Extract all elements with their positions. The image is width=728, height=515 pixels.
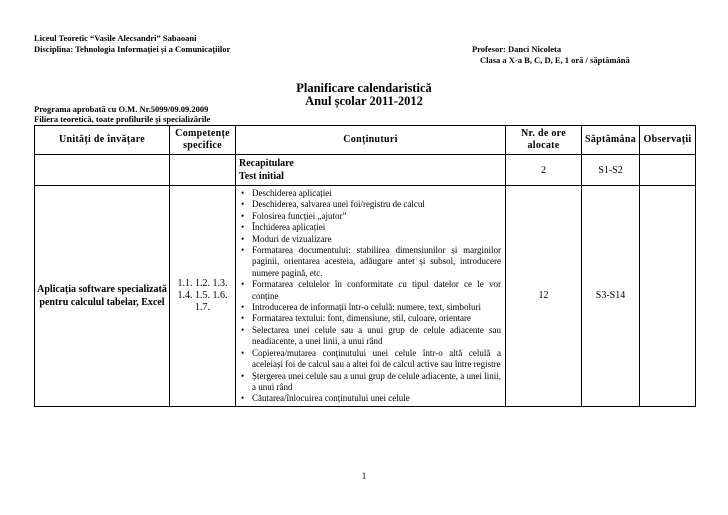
bullet-icon: •	[241, 302, 245, 313]
list-item-text: Deschiderea, salvarea unei foi/registru de calcul	[252, 199, 425, 210]
list-item-text: Copierea/mutarea conținutului unei celule într-o altă celulă a aceleiași foi de calcul sau a altei foi de calcul active sau între registre	[252, 347, 501, 370]
content-list	[236, 186, 505, 406]
table-row	[35, 155, 696, 186]
column-header-week: Săptămâna	[582, 126, 640, 155]
list-item-text: Căutarea/înlocuirea conținutului unei celule	[252, 393, 410, 404]
list-item	[239, 199, 501, 210]
list-item-text: Introducerea de informații într-o celulă: numere, text, simboluri	[252, 302, 481, 313]
bullet-icon: •	[241, 324, 245, 335]
unit-cell	[35, 186, 170, 407]
class-info: Clasa a X-a B, C, D, E, 1 oră / săptămână	[480, 55, 630, 65]
teacher-label: Profesor: Danci Nicoleta	[472, 44, 562, 54]
column-header-contents: Conținuturi	[236, 126, 506, 155]
bullet-icon: •	[241, 393, 245, 404]
list-item	[239, 234, 501, 245]
unit-cell	[35, 155, 170, 186]
list-item	[239, 302, 501, 313]
list-item-text: Selectarea unei celule sau a unui grup de celule adiacente sau neadiacente, a unei linii, a unui rând	[252, 324, 501, 347]
list-item	[239, 279, 501, 302]
branch-label: Filiera teoretică, toate profilurile și specializările	[34, 114, 211, 124]
unit-title: Aplicația software specializată pentru calculul tabelar, Excel	[37, 283, 167, 308]
weeks-cell: S3-S14	[582, 186, 640, 407]
weeks-cell: S1-S2	[582, 155, 640, 186]
bullet-icon: •	[241, 199, 245, 210]
school-year: Anul școlar 2011-2012	[305, 94, 423, 108]
content-title-test: Test initial	[239, 171, 284, 182]
list-item-text: Formatarea textului: font, dimensiune, stil, culoare, orientare	[252, 313, 471, 324]
bullet-icon: •	[241, 222, 245, 233]
list-item-text: Închiderea aplicației	[252, 222, 326, 233]
content-cell	[236, 155, 506, 186]
discipline-label: Disciplina: Tehnologia Informației și a Comunicațiilor	[34, 44, 231, 54]
planning-table	[34, 125, 696, 407]
column-header-hours: Nr. de ore alocate	[506, 126, 582, 155]
competences-cell	[170, 155, 236, 186]
list-item-text: Formatarea celulelor în conformitate cu tipul datelor ce le vor conține	[252, 279, 501, 301]
list-item-text: Ștergerea unei celule sau a unui grup de celule adiacente, a unei linii, a unui rând	[252, 370, 501, 392]
school-name: Liceul Teoretic “Vasile Alecsandri” Sabaoani	[34, 33, 197, 43]
list-item	[239, 313, 501, 324]
competence-codes: 1.1. 1.2. 1.3. 1.4. 1.5. 1.6. 1.7.	[177, 277, 228, 313]
program-label: Programa aprobată cu O.M. Nr.5099/09.09.2009	[34, 104, 209, 114]
bullet-icon: •	[241, 347, 245, 358]
list-item	[239, 211, 501, 222]
hours-cell: 2	[506, 155, 582, 186]
bullet-icon: •	[241, 210, 245, 221]
bullet-icon: •	[241, 245, 245, 256]
column-header-units: Unități de învățare	[35, 126, 170, 155]
bullet-icon: •	[241, 370, 245, 381]
list-item	[239, 222, 501, 233]
document-title: Planificare calendaristică	[296, 81, 432, 95]
notes-cell	[640, 155, 696, 186]
notes-cell	[640, 186, 696, 407]
bullet-icon: •	[241, 279, 245, 290]
table-row	[35, 186, 696, 407]
hours-cell: 12	[506, 186, 582, 407]
list-item	[239, 371, 501, 394]
list-item	[239, 245, 501, 279]
table-header-row	[35, 126, 696, 155]
bullet-icon: •	[241, 188, 245, 198]
list-item-text: Deschiderea aplicației	[252, 188, 332, 198]
list-item	[239, 188, 501, 199]
list-item-text: Formatarea documentului: stabilirea dimensiunilor și marginilor paginii, orientarea acesteia, adăugare antet și subsol, introducere numere pagină, etc.	[252, 245, 501, 278]
list-item-text: Folosirea funcției „ajutor”	[252, 210, 347, 221]
column-header-notes: Observații	[640, 126, 696, 155]
content-cell	[236, 186, 506, 407]
list-item	[239, 348, 501, 371]
content-title-recap: Recapitulare	[239, 158, 294, 169]
list-item-text: Moduri de vizualizare	[252, 233, 332, 244]
bullet-icon: •	[241, 313, 245, 324]
list-item	[239, 393, 501, 404]
page-number: 1	[361, 471, 367, 481]
bullet-icon: •	[241, 233, 245, 244]
competences-cell	[170, 186, 236, 407]
column-header-competences: Competențe specifice	[170, 126, 236, 155]
list-item	[239, 325, 501, 348]
